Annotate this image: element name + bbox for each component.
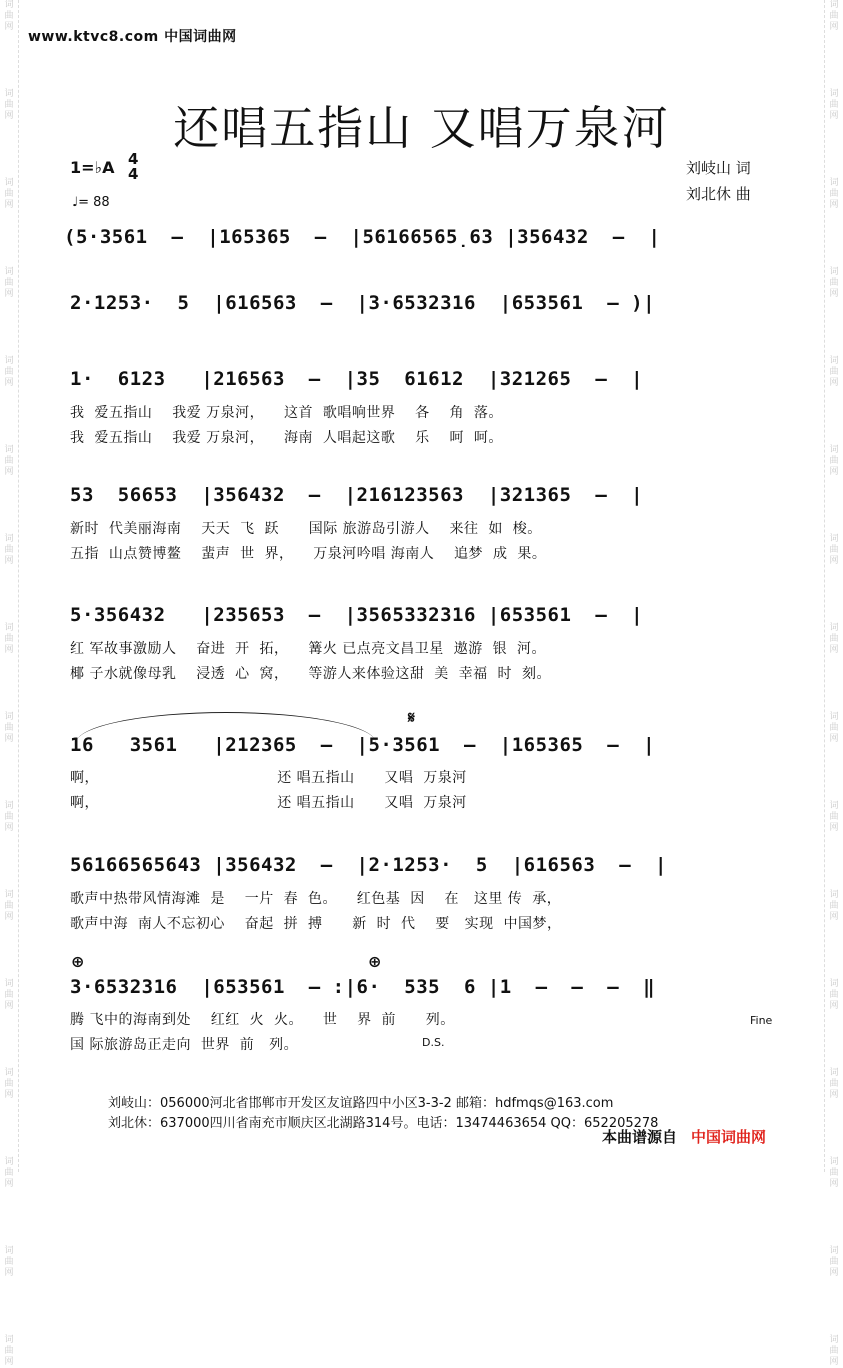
lyrics-verse2-line-3: 我 爱五指山 我爱 万泉河， 海南 人唱起这歌 乐 呵 呵。 bbox=[70, 430, 503, 446]
lyrics-verse1-line-8: 腾 飞中的海南到处 红红 火 火。 世 界 前 列。 bbox=[70, 1012, 455, 1028]
lyrics-verse2-line-6: 啊， 还 唱五指山 又唱 万泉河 bbox=[70, 795, 467, 811]
credits bbox=[686, 155, 751, 207]
watermark-text: 词 曲 网 bbox=[829, 890, 839, 922]
watermark-text: 词 曲 网 bbox=[829, 0, 839, 32]
watermark-text: 词 曲 网 bbox=[4, 178, 14, 210]
source-brand-link[interactable]: 中国词曲网 bbox=[691, 1128, 767, 1146]
watermark-text: 词 曲 网 bbox=[829, 1246, 839, 1278]
lyrics-verse1-line-6: 啊， 还 唱五指山 又唱 万泉河 bbox=[70, 770, 467, 786]
watermark-text: 词 曲 网 bbox=[829, 1157, 839, 1189]
coda-sign-2: ⊕ bbox=[368, 952, 382, 971]
lyrics-verse1-line-5: 红 军故事激励人 奋进 开 拓， 篝火 已点亮文昌卫星 遨游 银 河。 bbox=[70, 641, 547, 657]
watermark-text: 词 曲 网 bbox=[829, 623, 839, 655]
watermark-text: 词 曲 网 bbox=[829, 445, 839, 477]
coda-sign-1: ⊕ bbox=[71, 952, 85, 971]
segno-sign: 𝄋 bbox=[408, 708, 415, 727]
lyrics-verse1-line-3: 我 爱五指山 我爱 万泉河， 这首 歌唱响世界 各 角 落。 bbox=[70, 405, 503, 421]
watermark-text: 词 曲 网 bbox=[829, 267, 839, 299]
ds-mark: D.S. bbox=[422, 1036, 445, 1049]
source-note bbox=[602, 1126, 766, 1147]
watermark-text: 词 曲 网 bbox=[829, 178, 839, 210]
watermark-text: 词 曲 网 bbox=[4, 1157, 14, 1189]
watermark-text: 词 曲 网 bbox=[829, 534, 839, 566]
watermark-text: 词 曲 网 bbox=[829, 356, 839, 388]
lyrics-verse2-line-8: 国 际旅游岛正走向 世界 前 列。 bbox=[70, 1037, 299, 1053]
notation-line-7: 56166565643 |356432 – |2·1253· 5 |616563 – | bbox=[70, 854, 667, 876]
key-signature: 1=♭A bbox=[70, 158, 115, 177]
lyrics-verse1-line-4: 新时 代美丽海南 天天 飞 跃 国际 旅游岛引游人 来往 如 梭。 bbox=[70, 521, 542, 537]
source-label: 本曲谱源自 bbox=[602, 1128, 678, 1146]
lyrics-verse1-line-7: 歌声中热带风情海滩 是 一片 春 色。 红色基 因 在 这里 传 承， bbox=[70, 891, 562, 907]
lyricist-credit: 刘岐山 词 bbox=[686, 159, 751, 177]
song-title: 还唱五指山 又唱万泉河 bbox=[173, 101, 670, 155]
watermark-text: 词 曲 网 bbox=[4, 267, 14, 299]
watermark-text: 词 曲 网 bbox=[829, 89, 839, 121]
watermark-text: 词 曲 网 bbox=[4, 623, 14, 655]
notation-line-2: 2·1253· 5 |616563 – |3·6532316 |653561 – )| bbox=[70, 292, 656, 314]
fine-mark: Fine bbox=[750, 1014, 773, 1027]
watermark-text: 词 曲 网 bbox=[829, 979, 839, 1011]
notation-line-1: (5·3561 – |165365 – |56166565̣63 |356432 – | bbox=[64, 226, 661, 248]
watermark-text: 词 曲 网 bbox=[4, 0, 14, 32]
lyricist-contact: 刘岐山：056000河北省邯郸市开发区友谊路四中小区3-3-2 邮箱：hdfmqs@163.com bbox=[108, 1096, 614, 1111]
watermark-text: 词 曲 网 bbox=[4, 1068, 14, 1100]
watermark-text: 词 曲 网 bbox=[4, 712, 14, 744]
watermark-text: 词 曲 网 bbox=[4, 1335, 14, 1367]
contact-footer bbox=[108, 1094, 658, 1134]
composer-credit: 刘北休 曲 bbox=[686, 185, 751, 203]
watermark-text: 词 曲 网 bbox=[4, 1246, 14, 1278]
time-signature bbox=[128, 152, 138, 182]
watermark-text: 词 曲 网 bbox=[4, 890, 14, 922]
watermark-text: 词 曲 网 bbox=[829, 801, 839, 833]
composer-contact: 刘北休：637000四川省南充市顺庆区北湖路314号。电话：13474463654 QQ：652205278 bbox=[108, 1116, 659, 1131]
watermark-text: 词 曲 网 bbox=[4, 445, 14, 477]
watermark-text: 词 曲 网 bbox=[829, 712, 839, 744]
right-watermark-column bbox=[824, 0, 843, 1367]
watermark-text: 词 曲 网 bbox=[4, 801, 14, 833]
time-top: 4 bbox=[128, 150, 139, 168]
lyrics-verse2-line-7: 歌声中海 南人不忘初心 奋起 拼 搏 新 时 代 要 实现 中国梦， bbox=[70, 916, 562, 932]
watermark-text: 词 曲 网 bbox=[4, 979, 14, 1011]
lyrics-verse2-line-4: 五指 山点赞博鳌 蜚声 世 界， 万泉河吟唱 海南人 追梦 成 果。 bbox=[70, 546, 547, 562]
lyrics-verse2-line-5: 椰 子水就像母乳 浸透 心 窝， 等游人来体验这甜 美 幸福 时 刻。 bbox=[70, 666, 551, 682]
notation-line-4: 53 56653 |356432 – |216123563 |321365 – | bbox=[70, 484, 644, 506]
site-url[interactable]: www.ktvc8.com 中国词曲网 bbox=[28, 29, 237, 45]
tempo-marking: ♩= 88 bbox=[72, 195, 110, 210]
watermark-text: 词 曲 网 bbox=[829, 1068, 839, 1100]
watermark-text: 词 曲 网 bbox=[829, 1335, 839, 1367]
notation-line-6: 16 3561 |212365 – |5·3561 – |165365 – | bbox=[70, 734, 656, 756]
notation-line-3: 1· 6123 |216563 – |35 61612 |321265 – | bbox=[70, 368, 644, 390]
watermark-text: 词 曲 网 bbox=[4, 89, 14, 121]
watermark-text: 词 曲 网 bbox=[4, 534, 14, 566]
watermark-text: 词 曲 网 bbox=[4, 356, 14, 388]
notation-line-5: 5·356432 |235653 – |3565332316 |653561 – | bbox=[70, 604, 644, 626]
time-bottom: 4 bbox=[128, 165, 139, 183]
left-watermark-column bbox=[0, 0, 19, 1367]
notation-line-8: 3·6532316 |653561 – :|6· 535 6 |1 – – – ‖ bbox=[70, 976, 656, 998]
